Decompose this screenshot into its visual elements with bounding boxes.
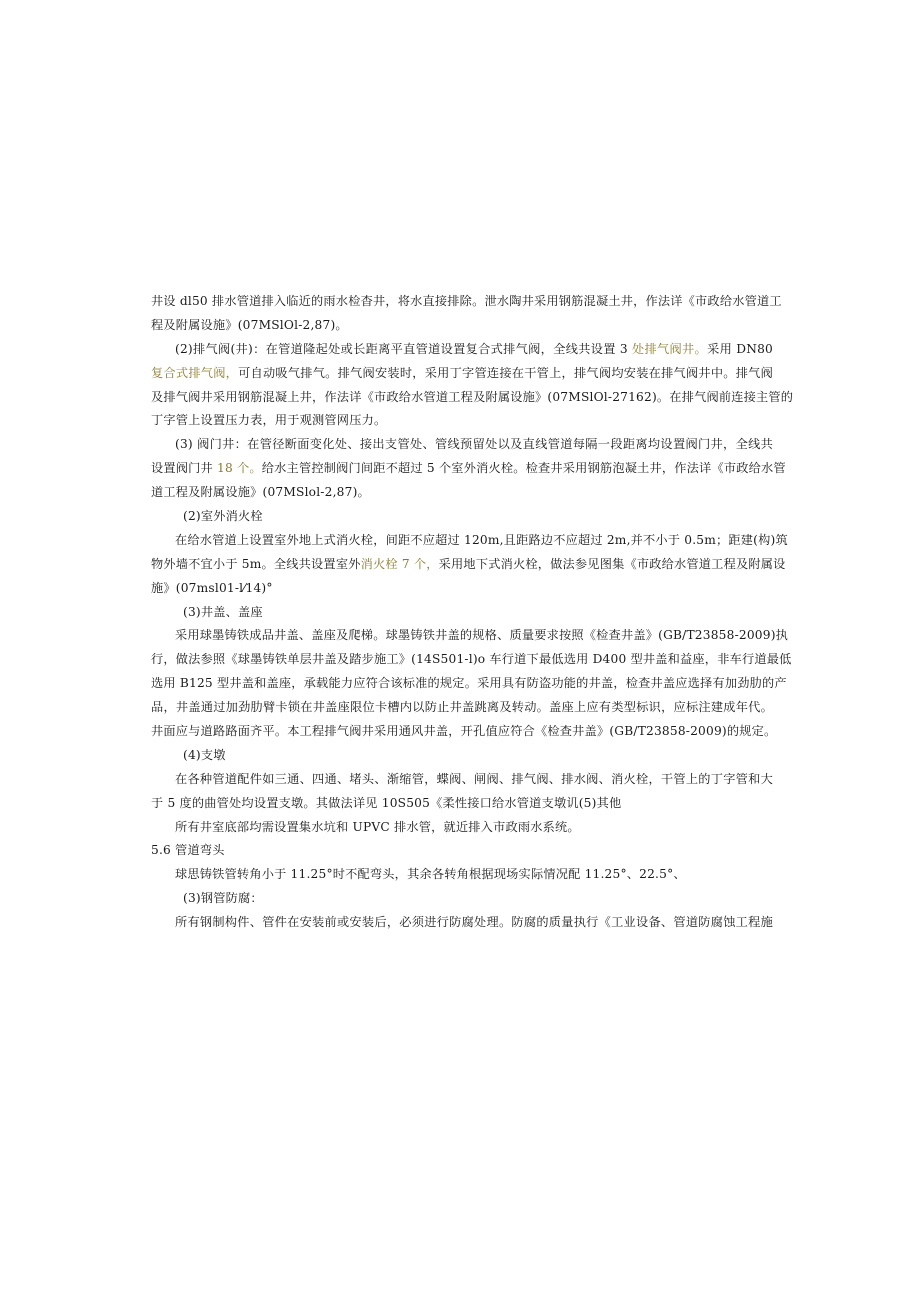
text-line	[151, 433, 773, 457]
text-line	[151, 648, 792, 672]
text-segment: 程及附属设施》(07MSlOl-2,87)。	[151, 317, 348, 332]
text-line	[151, 887, 773, 911]
text-line	[151, 768, 773, 792]
highlighted-text: 复合式排气阀，	[151, 365, 239, 380]
section-heading	[151, 601, 773, 625]
text-line	[151, 481, 773, 505]
paragraph	[151, 338, 794, 434]
paragraph	[151, 529, 788, 601]
text-segment: (3) 阀门井：在管径断面变化处、接出支管处、管线预留处以及直线管道每隔一段距离均设置阀门井，全线共	[175, 437, 773, 452]
text-line	[151, 624, 789, 648]
text-line	[151, 529, 788, 553]
section-heading	[151, 744, 773, 768]
text-line	[151, 505, 773, 529]
paragraph	[151, 433, 786, 505]
text-segment: 及排气阀井采用钢筋混凝上井，作法详《市政给水管道工程及附属设施》(07MSlOl-27162)。在排气阀前连接主管的	[151, 389, 794, 404]
text-segment: 道工程及附属设施》(07MSlol-2,87)。	[151, 485, 370, 500]
text-segment: 球思铸铁管转角小于 11.25°时不配弯头，其余各转角根据现场实际情况配 11.25°、22.5°、	[175, 867, 686, 882]
section-heading	[151, 839, 773, 863]
text-segment: 所有井室底部均需设置集水坑和 UPVC 排水管，就近排入市政雨水系统。	[175, 819, 580, 834]
paragraph	[151, 768, 773, 816]
highlighted-text: 18 个。	[217, 461, 262, 476]
text-segment: 设置阀门井	[151, 461, 218, 476]
text-segment: 在给水管道上设置室外地上式消火栓，间距不应超过 120m,且距路边不应超过 2m,并不小于 0.5m；距建(构)筑	[175, 532, 788, 547]
text-line	[151, 290, 782, 314]
text-line	[151, 314, 773, 338]
section-heading	[151, 505, 773, 529]
text-segment: 于 5 度的曲管处均设置支墩。其做法详见 10S505《柔性接口给水管道支墩讥(5)其他	[151, 795, 622, 810]
text-line	[151, 386, 794, 410]
text-line	[151, 601, 773, 625]
text-line	[151, 816, 773, 840]
text-segment: (2)排气阀(井)：在管道隆起处或长距离平直管道设置复合式排气阀，全线共设置 3	[175, 341, 633, 356]
paragraph	[151, 624, 792, 743]
text-segment: 采用 DN80	[707, 341, 774, 356]
document-body	[151, 290, 794, 935]
text-line	[151, 338, 773, 362]
highlighted-text: 处排气阀井。	[632, 341, 708, 356]
text-segment: 给水主管控制阀门间距不超过 5 个室外消火栓。检查井采用钢筋泡凝土井，作法详《市政给水管	[261, 461, 786, 476]
text-line	[151, 409, 773, 433]
paragraph	[151, 816, 773, 840]
text-line	[151, 839, 773, 863]
section-heading	[151, 887, 773, 911]
text-segment: 采用球墨铸铁成品井盖、盖座及爬梯。球墨铸铁井盖的规格、质量要求按照《检查井盖》(GB/T23858-2009)执	[175, 628, 789, 643]
text-segment: 品，井盖通过加劲肋臂卡锁在井盖座限位卡槽内以防止井盖跳离及转动。盖座上应有类型标识，应标注建成年代。	[151, 700, 773, 715]
text-line	[151, 696, 773, 720]
text-line	[151, 744, 773, 768]
paragraph	[151, 863, 773, 887]
text-segment: 5.6 管道弯头	[151, 843, 225, 858]
text-segment: 行，做法参照《球墨铸铁单层井盖及踏步施工》(14S501-l)o 车行道下最低选用 D400 型井盖和益座，非车行道最低	[151, 652, 792, 667]
text-line	[151, 911, 773, 935]
paragraph	[151, 911, 773, 935]
text-segment: 选用 B125 型井盖和盖座，承载能力应符合该标准的规定。采用具有防盗功能的井盖，检查井盖应选择有加劲肋的产	[151, 676, 787, 691]
highlighted-text: 消火栓 7 个，	[360, 556, 439, 571]
paragraph	[151, 290, 782, 338]
text-segment: (4)支墩	[183, 747, 226, 762]
text-line	[151, 672, 787, 696]
text-segment: 可自动吸气排气。排气阀安装时，采用丁字管连接在干管上，排气阀均安装在排气阀井中。排气阀	[238, 365, 773, 380]
text-segment: 井面应与道路路面齐平。本工程排气阀井采用通风井盖，开孔值应符合《检查井盖》(GB/T23858-2009)的规定。	[151, 724, 777, 739]
text-segment: (2)室外消火栓	[183, 509, 263, 524]
text-segment: 在各种管道配件如三通、四通、堵头、渐缩管，蝶阀、闸阀、排气阀、排水阀、消火栓，干管上的丁字管和大	[175, 771, 773, 786]
text-line	[151, 863, 773, 887]
text-segment: (3)钢管防腐：	[183, 891, 263, 906]
text-line	[151, 577, 773, 601]
text-line	[151, 792, 773, 816]
text-line	[151, 457, 786, 481]
text-segment: 丁字管上设置压力表，用于观测管网压力。	[151, 413, 387, 428]
text-segment: 施》(07msl01-l⁄14)°	[151, 580, 273, 595]
text-segment: 所有钢制构件、管件在安装前或安装后，必须进行防腐处理。防腐的质量执行《工业设备、管道防腐蚀工程施	[175, 915, 773, 930]
document-content	[151, 290, 794, 935]
text-segment: (3)井盖、盖座	[183, 604, 263, 619]
text-line	[151, 553, 786, 577]
text-segment: 物外墙不宜小于 5m。全线共设置室外	[151, 556, 361, 571]
text-line	[151, 362, 773, 386]
text-segment: 井设 dl50 排水管道排入临近的雨水检杳井，将水直接排除。泄水陶井采用钢筋混凝土井，作法详《市政给水管道工	[151, 294, 782, 308]
text-segment: 采用地下式消火栓，做法参见图集《市政给水管道工程及附属设	[438, 556, 786, 571]
text-line	[151, 720, 777, 744]
